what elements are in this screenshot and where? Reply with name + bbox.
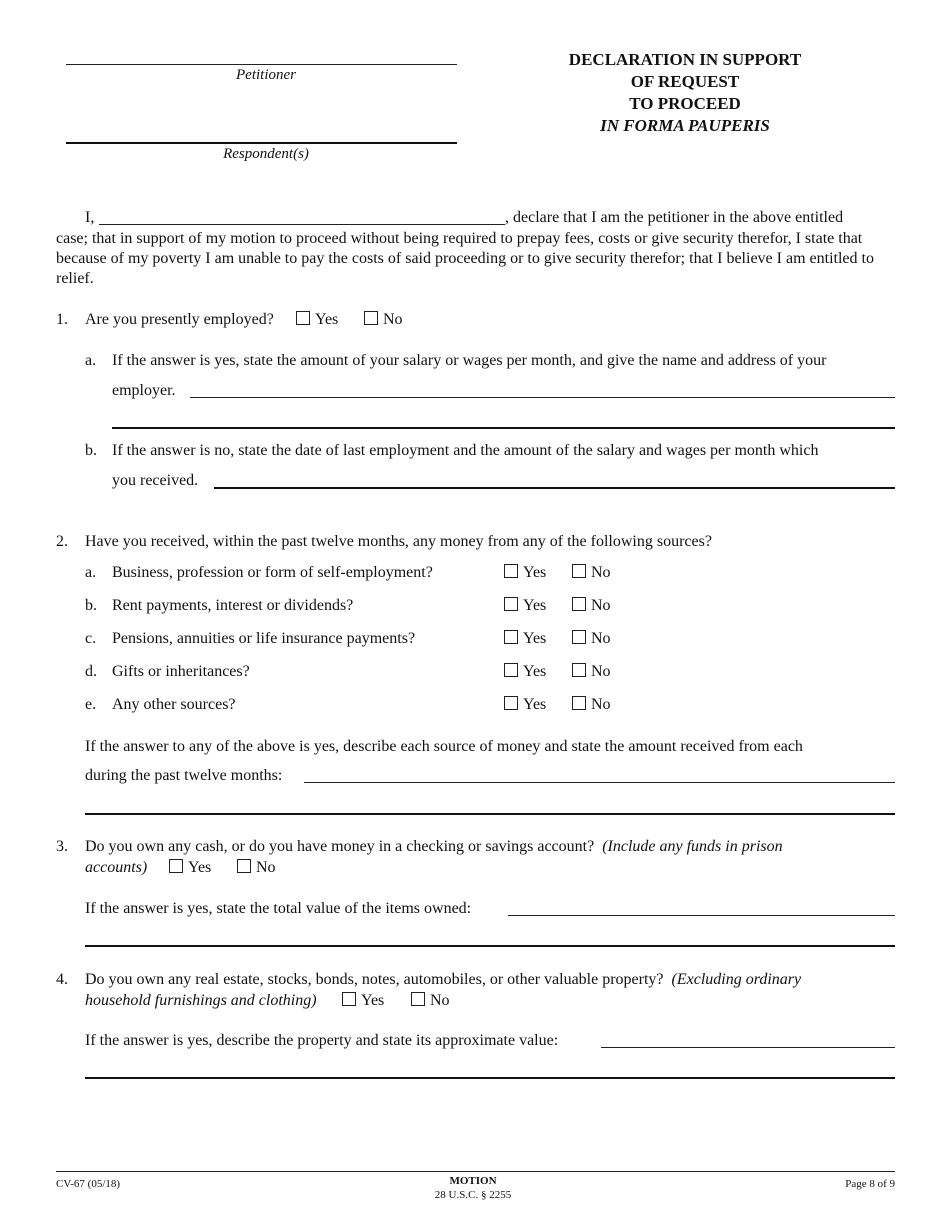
- checkbox-icon: [296, 311, 310, 325]
- q2c-yes-checkbox[interactable]: [504, 630, 546, 648]
- footer-rule: [56, 1171, 895, 1172]
- q2-number: 2.: [56, 533, 68, 550]
- q2-answer-field-2[interactable]: [85, 813, 895, 815]
- q1a-text-line2: employer.: [112, 382, 176, 399]
- q4-no-checkbox[interactable]: [411, 992, 450, 1010]
- checkbox-icon: [572, 696, 586, 710]
- q2d-letter: d.: [85, 663, 97, 680]
- q2b-letter: b.: [85, 597, 97, 614]
- q1a-letter: a.: [85, 352, 97, 369]
- q3-yes-label: Yes: [188, 859, 212, 876]
- q3-answer-field-2[interactable]: [85, 945, 895, 947]
- q3-no-checkbox[interactable]: [237, 859, 276, 877]
- q2e-letter: e.: [85, 696, 97, 713]
- q2c-no-label: No: [591, 630, 611, 647]
- q2d-no-checkbox[interactable]: [572, 663, 611, 681]
- q1a-answer-field-2[interactable]: [112, 427, 895, 429]
- checkbox-icon: [504, 663, 518, 677]
- q2-text: Have you received, within the past twelve months, any money from any of the following sources?: [85, 533, 712, 550]
- q2d-yes-label: Yes: [523, 663, 547, 680]
- q3-followup: If the answer is yes, state the total value of the items owned:: [85, 900, 472, 917]
- q4-answer-field-2[interactable]: [85, 1077, 895, 1079]
- q4-number: 4.: [56, 971, 68, 988]
- q2-followup-line2: during the past twelve months:: [85, 767, 283, 784]
- q2a-yes-checkbox[interactable]: [504, 564, 546, 582]
- q1b-answer-field[interactable]: [214, 487, 895, 489]
- q4-note-part1: (Excluding ordinary: [671, 971, 802, 988]
- q2c-no-checkbox[interactable]: [572, 630, 611, 648]
- title-line-1: DECLARATION IN SUPPORT: [568, 50, 802, 69]
- q2c-text: Pensions, annuities or life insurance payments?: [112, 630, 416, 647]
- q2e-yes-label: Yes: [523, 696, 547, 713]
- checkbox-icon: [504, 696, 518, 710]
- respondent-label: Respondent(s): [223, 146, 309, 162]
- q2c-letter: c.: [85, 630, 97, 647]
- intro-after-blank: , declare that I am the petitioner in the above entitled: [505, 209, 844, 226]
- footer-center: [373, 1174, 573, 1202]
- declarant-name-field[interactable]: [99, 224, 505, 225]
- title-line-3: TO PROCEED: [629, 94, 741, 113]
- q1a-text-line1: If the answer is yes, state the amount of your salary or wages per month, and give the name and address of your: [112, 352, 827, 369]
- checkbox-icon: [572, 564, 586, 578]
- checkbox-icon: [572, 663, 586, 677]
- q4-yes-label: Yes: [361, 992, 385, 1009]
- q2a-text: Business, profession or form of self-employment?: [112, 564, 433, 581]
- footer-title: MOTION: [449, 1175, 497, 1187]
- q1-no-label: No: [383, 311, 403, 328]
- q1-yes-label: Yes: [315, 311, 339, 328]
- q2b-no-label: No: [591, 597, 611, 614]
- q1a-answer-field-1[interactable]: [190, 397, 895, 398]
- q1b-text-line1: If the answer is no, state the date of last employment and the amount of the salary and wages per month which: [112, 442, 819, 459]
- q2e-no-label: No: [591, 696, 611, 713]
- q2a-letter: a.: [85, 564, 97, 581]
- intro-prefix: I,: [85, 209, 95, 226]
- q1-text: Are you presently employed?: [85, 311, 274, 328]
- checkbox-icon: [169, 859, 183, 873]
- q3-text: Do you own any cash, or do you have money in a checking or savings account?: [85, 838, 595, 855]
- q2b-yes-label: Yes: [523, 597, 547, 614]
- checkbox-icon: [342, 992, 356, 1006]
- q2c-yes-label: Yes: [523, 630, 547, 647]
- q3-yes-checkbox[interactable]: [169, 859, 211, 877]
- checkbox-icon: [504, 597, 518, 611]
- checkbox-icon: [572, 630, 586, 644]
- q1b-text-line2: you received.: [112, 472, 199, 489]
- respondent-signature-line[interactable]: [66, 142, 457, 144]
- q2d-text: Gifts or inheritances?: [112, 663, 250, 680]
- q2a-no-checkbox[interactable]: [572, 564, 611, 582]
- q2d-yes-checkbox[interactable]: [504, 663, 546, 681]
- checkbox-icon: [364, 311, 378, 325]
- q3-answer-field-1[interactable]: [508, 915, 895, 916]
- q4-followup: If the answer is yes, describe the property and state its approximate value:: [85, 1032, 559, 1049]
- q4-answer-field-1[interactable]: [601, 1047, 895, 1048]
- q3-note-part2: accounts): [85, 859, 148, 876]
- checkbox-icon: [504, 564, 518, 578]
- petitioner-signature-line[interactable]: [66, 64, 457, 65]
- q3-text-line1: [85, 838, 783, 856]
- petitioner-label: Petitioner: [236, 67, 296, 83]
- q4-yes-checkbox[interactable]: [342, 992, 384, 1010]
- q4-text: Do you own any real estate, stocks, bonds, notes, automobiles, or other valuable property?: [85, 971, 664, 988]
- footer-statute: 28 U.S.C. § 2255: [434, 1189, 512, 1201]
- checkbox-icon: [572, 597, 586, 611]
- q2b-text: Rent payments, interest or dividends?: [112, 597, 354, 614]
- q2e-yes-checkbox[interactable]: [504, 696, 546, 714]
- q2a-yes-label: Yes: [523, 564, 547, 581]
- document-title: [535, 49, 835, 137]
- q3-number: 3.: [56, 838, 68, 855]
- q1-number: 1.: [56, 311, 68, 328]
- checkbox-icon: [504, 630, 518, 644]
- q2e-no-checkbox[interactable]: [572, 696, 611, 714]
- form-id: CV-67 (05/18): [56, 1178, 121, 1190]
- checkbox-icon: [411, 992, 425, 1006]
- q1-yes-checkbox[interactable]: [296, 311, 338, 329]
- checkbox-icon: [237, 859, 251, 873]
- q3-no-label: No: [256, 859, 276, 876]
- q2-followup-line1: If the answer to any of the above is yes, describe each source of money and state the amount received from each: [85, 738, 803, 755]
- title-line-2: OF REQUEST: [630, 72, 740, 91]
- q3-note-part1: (Include any funds in prison: [602, 838, 783, 855]
- q2e-text: Any other sources?: [112, 696, 236, 713]
- q4-text-line1: [85, 971, 801, 989]
- q4-note-part2: household furnishings and clothing): [85, 992, 317, 1009]
- page-number: Page 8 of 9: [845, 1178, 895, 1190]
- q2a-no-label: No: [591, 564, 611, 581]
- intro-body: case; that in support of my motion to proceed without being required to prepay fees, costs or give security therefor, I state that because of my poverty I am unable to pay the costs of said proceeding or to give security therefor; that I believe I am entitled to relief.: [56, 230, 874, 287]
- q4-no-label: No: [430, 992, 450, 1009]
- q2b-yes-checkbox[interactable]: [504, 597, 546, 615]
- q2d-no-label: No: [591, 663, 611, 680]
- q2-answer-field-1[interactable]: [304, 782, 895, 783]
- q1-no-checkbox[interactable]: [364, 311, 403, 329]
- title-line-italic: IN FORMA PAUPERIS: [600, 116, 770, 135]
- q1b-letter: b.: [85, 442, 97, 459]
- q2b-no-checkbox[interactable]: [572, 597, 611, 615]
